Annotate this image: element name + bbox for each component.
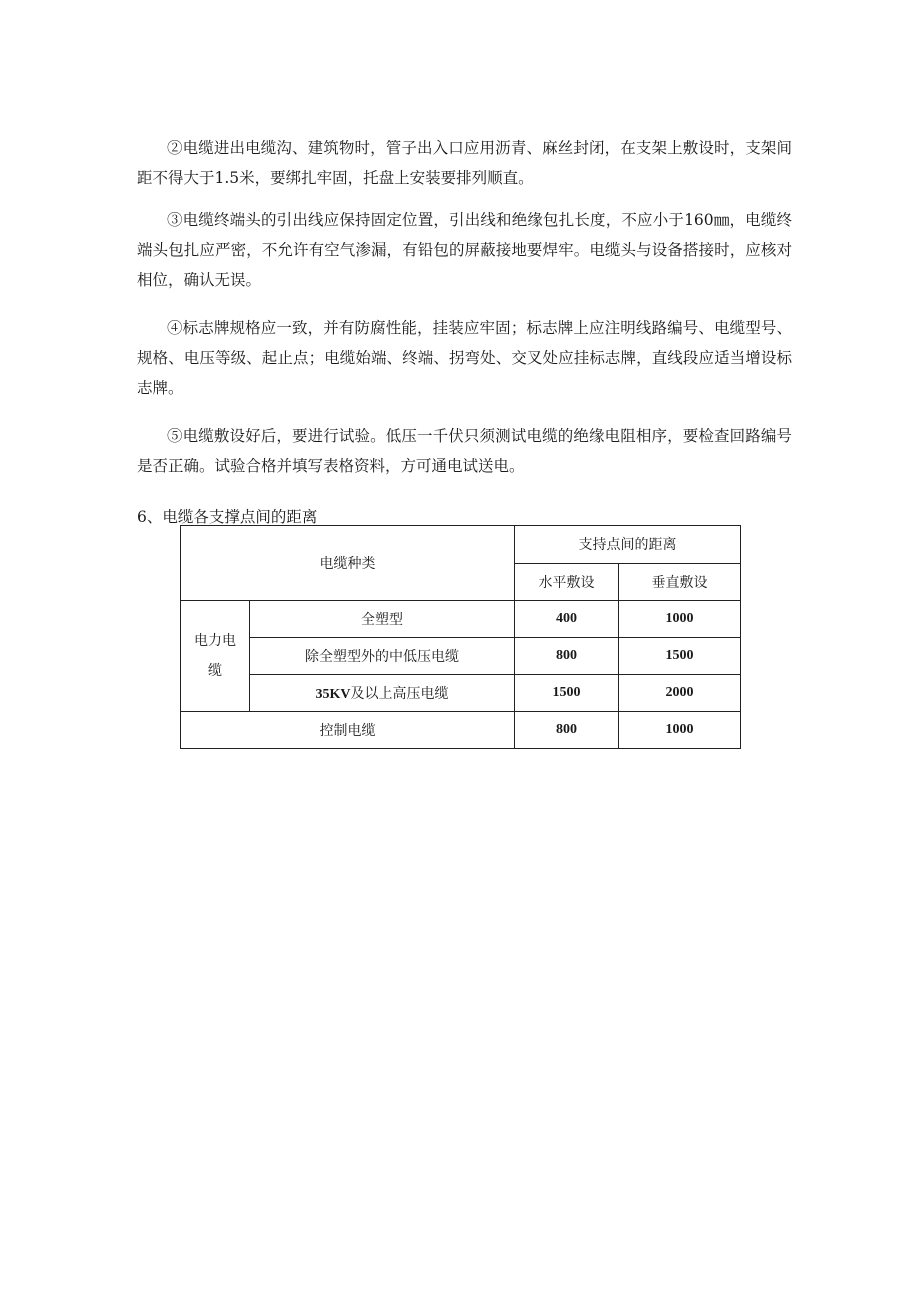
vertical-value: 1000 <box>619 712 741 749</box>
header-cable-type: 电缆种类 <box>181 526 515 601</box>
paragraph-5: ⑤电缆敷设好后，要进行试验。低压一千伏只须测试电缆的绝缘电阻相序，要检查回路编号是否正确。试验合格并填写表格资料，方可通电试送电。 <box>137 427 792 475</box>
support-distance-table <box>180 525 741 749</box>
horizontal-value: 400 <box>515 601 619 638</box>
vertical-value: 1000 <box>619 601 741 638</box>
table-row <box>181 675 741 712</box>
control-cable-cell: 控制电缆 <box>181 712 515 749</box>
header-vertical: 垂直敷设 <box>619 563 741 601</box>
cable-type-cell <box>250 675 515 712</box>
vertical-value: 1500 <box>619 638 741 675</box>
horizontal-value: 800 <box>515 712 619 749</box>
header-support-distance: 支持点间的距离 <box>515 526 741 564</box>
table-header-row <box>181 526 741 564</box>
section-heading: 6、电缆各支撑点间的距离 <box>137 508 318 526</box>
cable-type-cell: 全塑型 <box>250 601 515 638</box>
header-horizontal: 水平敷设 <box>515 563 619 601</box>
table-row <box>181 601 741 638</box>
power-cable-label-line1: 电力电 <box>194 633 236 649</box>
voltage-label: 35KV <box>315 687 351 702</box>
table-row <box>181 638 741 675</box>
table-row <box>181 712 741 749</box>
paragraph-3: ③电缆终端头的引出线应保持固定位置，引出线和绝缘包扎长度，不应小于160㎜，电缆终端头包扎应严密，不允许有空气渗漏，有铅包的屏蔽接地要焊牢。电缆头与设备搭接时，应核对相位，确认无误。 <box>137 211 792 289</box>
horizontal-value: 1500 <box>515 675 619 712</box>
horizontal-value: 800 <box>515 638 619 675</box>
paragraph-4: ④标志牌规格应一致，并有防腐性能，挂装应牢固；标志牌上应注明线路编号、电缆型号、规格、电压等级、起止点；电缆始端、终端、拐弯处、交叉处应挂标志牌，直线段应适当增设标志牌。 <box>137 319 792 397</box>
power-cable-group-label <box>181 601 250 712</box>
power-cable-label-line2: 缆 <box>208 663 222 679</box>
cable-type-cell: 除全塑型外的中低压电缆 <box>250 638 515 675</box>
vertical-value: 2000 <box>619 675 741 712</box>
paragraph-2: ②电缆进出电缆沟、建筑物时，管子出入口应用沥青、麻丝封闭，在支架上敷设时，支架间距不得大于1.5米，要绑扎牢固，托盘上安装要排列顺直。 <box>137 139 792 187</box>
cable-type-rest: 及以上高压电缆 <box>350 686 449 702</box>
